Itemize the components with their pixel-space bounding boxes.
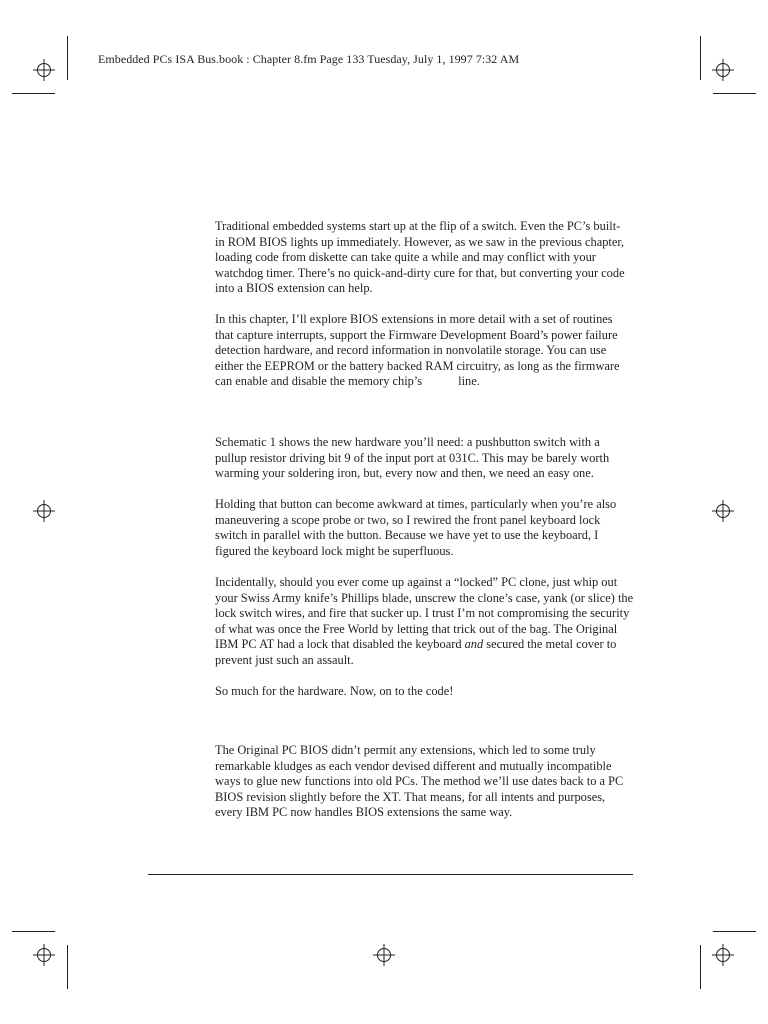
- text-line: detection hardware, and record information in nonvolatile storage. You can use: [215, 343, 607, 358]
- text-line: figured the keyboard lock might be superfluous.: [215, 543, 454, 558]
- crop-mark-bottom-right-vertical: [700, 945, 701, 989]
- crop-mark-top-right-vertical: [700, 36, 701, 80]
- text-line: maneuvering a scope probe or two, so I rewired the front panel keyboard lock: [215, 512, 601, 527]
- registration-crosshair-icon: [33, 500, 55, 522]
- body-paragraph-5: [215, 575, 640, 669]
- text-line: prevent just such an assault.: [215, 652, 354, 667]
- text-line: pullup resistor driving bit 9 of the input port at 031C. This may be barely worth: [215, 450, 610, 465]
- text-line: Holding that button can become awkward at times, particularly when you’re also: [215, 497, 617, 511]
- registration-crosshair-icon: [33, 59, 55, 81]
- crop-mark-top-left-horizontal: [12, 93, 55, 94]
- text-fragment: can enable and disable the memory chip’s: [215, 374, 423, 389]
- body-paragraph-1: [215, 219, 640, 297]
- text-line: your Swiss Army knife’s Phillips blade, unscrew the clone’s case, yank (or slice) the: [215, 590, 634, 605]
- crop-mark-top-right-horizontal: [713, 93, 756, 94]
- body-paragraph-4: [215, 497, 640, 559]
- text-line: Traditional embedded systems start up at the flip of a switch. Even the PC’s built-: [215, 219, 621, 233]
- body-paragraph-3: [215, 435, 640, 482]
- text-line: [215, 637, 640, 653]
- text-fragment: IBM PC AT had a lock that disabled the keyboard: [215, 637, 465, 652]
- text-line: Schematic 1 shows the new hardware you’ll need: a pushbutton switch with a: [215, 435, 600, 449]
- text-line: The Original PC BIOS didn’t permit any extensions, which led to some truly: [215, 743, 596, 757]
- text-line: So much for the hardware. Now, on to the code!: [215, 684, 454, 698]
- emphasis-text: and: [464, 637, 484, 652]
- text-line: warming your soldering iron, but, every now and then, we need an easy one.: [215, 466, 594, 481]
- text-line: [215, 374, 640, 390]
- crop-mark-bottom-left-horizontal: [12, 931, 55, 932]
- text-line: Incidentally, should you ever come up against a “locked” PC clone, just whip out: [215, 575, 618, 589]
- text-line: switch in parallel with the button. Because we have yet to use the keyboard, I: [215, 528, 599, 543]
- registration-crosshair-icon: [373, 944, 395, 966]
- text-line: ways to glue new functions into old PCs. The method we’ll use dates back to a PC: [215, 774, 624, 789]
- text-line: in ROM BIOS lights up immediately. However, as we saw in the previous chapter,: [215, 234, 625, 249]
- registration-crosshair-icon: [33, 944, 55, 966]
- text-line: loading code from diskette can take quite a while and may conflict with your: [215, 250, 596, 265]
- body-paragraph-2: [215, 312, 640, 390]
- crop-mark-top-left-vertical: [67, 36, 68, 80]
- text-fragment: secured the metal cover to: [483, 637, 617, 652]
- body-paragraph-6: [215, 684, 640, 700]
- text-line: every IBM PC now handles BIOS extensions the same way.: [215, 805, 513, 820]
- text-line: of what was once the Free World by letting that trick out of the bag. The Original: [215, 621, 618, 636]
- text-line: In this chapter, I’ll explore BIOS extensions in more detail with a set of routines: [215, 312, 613, 326]
- body-paragraph-7: [215, 743, 640, 821]
- crop-mark-bottom-right-horizontal: [713, 931, 756, 932]
- crop-mark-bottom-left-vertical: [67, 945, 68, 989]
- text-line: either the EEPROM or the battery backed RAM circuitry, as long as the firmware: [215, 358, 620, 373]
- text-line: that capture interrupts, support the Firmware Development Board’s power failure: [215, 327, 618, 342]
- footer-rule: [148, 874, 633, 875]
- text-line: lock switch wires, and fire that sucker up. I trust I’m not compromising the security: [215, 606, 630, 621]
- text-line: into a BIOS extension can help.: [215, 281, 373, 296]
- text-fragment: line.: [458, 374, 480, 389]
- text-line: watchdog timer. There’s no quick-and-dirty cure for that, but converting your code: [215, 265, 625, 280]
- registration-crosshair-icon: [712, 500, 734, 522]
- text-line: remarkable kludges as each vendor devised different and mutually incompatible: [215, 758, 612, 773]
- page-slug-header: Embedded PCs ISA Bus.book : Chapter 8.fm Page 133 Tuesday, July 1, 1997 7:32 AM: [98, 52, 520, 66]
- registration-crosshair-icon: [712, 944, 734, 966]
- text-line: BIOS revision slightly before the XT. That means, for all intents and purposes,: [215, 789, 606, 804]
- registration-crosshair-icon: [712, 59, 734, 81]
